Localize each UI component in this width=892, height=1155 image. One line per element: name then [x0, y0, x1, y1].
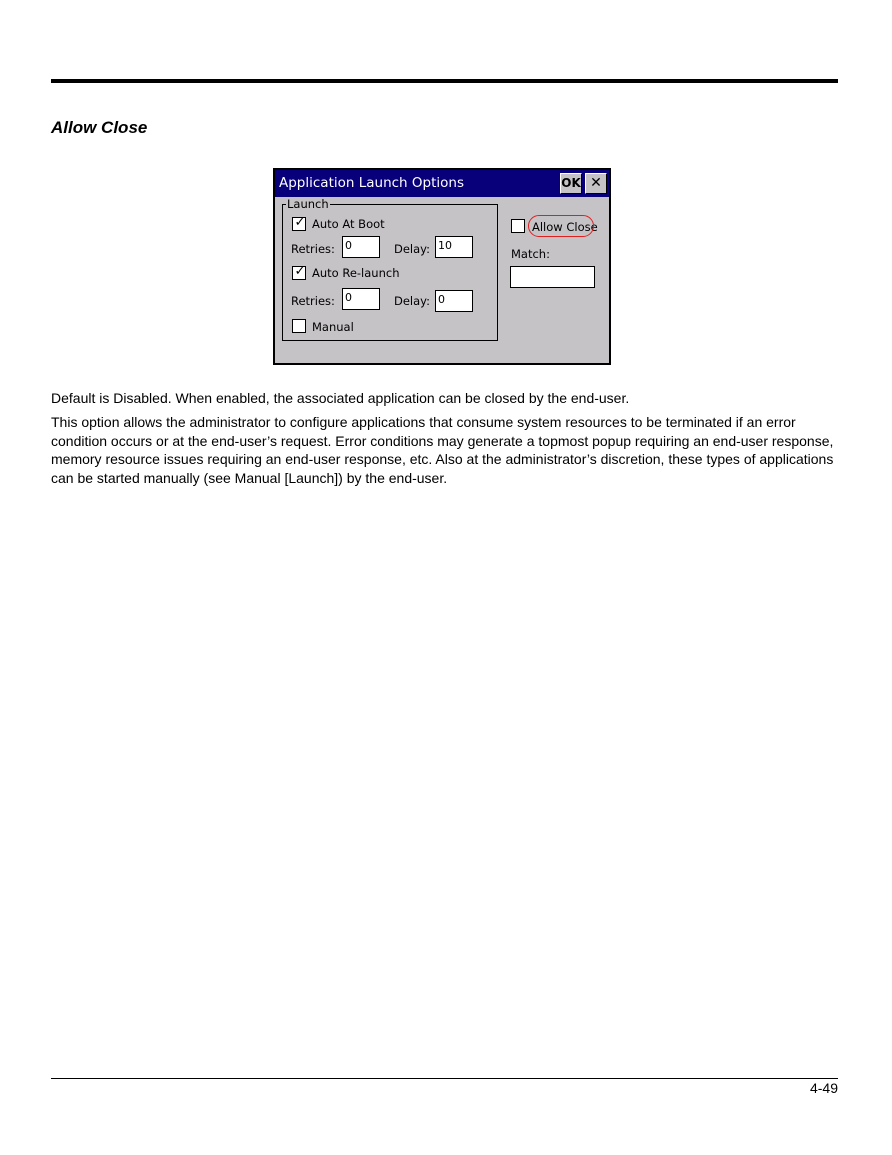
- relaunch-delay-label: Delay:: [394, 294, 431, 308]
- auto-at-boot-checkbox[interactable]: [292, 217, 306, 231]
- boot-delay-label: Delay:: [394, 242, 431, 256]
- description-paragraph: This option allows the administrator to configure applications that consume system resources to be terminated if an error condition occurs or at the end-user’s request. Error conditions may generate a topmost popup requiring an end-user response, memory resource issues requiring an end-user response, etc. Also at the administrator’s discretion, these types of applications can be started manually (see Manual [Launch]) by the end-user.: [51, 414, 834, 486]
- launch-group-label: Launch: [287, 197, 329, 211]
- match-input[interactable]: [510, 266, 595, 288]
- bottom-rule: [51, 1078, 838, 1079]
- checkmark-icon: ✓: [294, 264, 306, 279]
- launch-groupbox: [282, 197, 498, 341]
- boot-delay-input[interactable]: 10: [435, 236, 473, 258]
- relaunch-delay-input[interactable]: 0: [435, 290, 473, 312]
- allow-close-checkbox[interactable]: [511, 219, 525, 233]
- match-label: Match:: [511, 247, 550, 261]
- default-paragraph: Default is Disabled. When enabled, the associated application can be closed by the end-user.: [51, 390, 630, 406]
- boot-retries-label: Retries:: [291, 242, 335, 256]
- highlight-callout: [528, 215, 594, 237]
- dialog-titlebar: [275, 170, 609, 197]
- close-icon[interactable]: ✕: [585, 173, 607, 194]
- manual-label: Manual: [312, 320, 354, 334]
- auto-relaunch-label: Auto Re-launch: [312, 266, 400, 280]
- checkmark-icon: ✓: [294, 215, 306, 230]
- auto-at-boot-label: Auto At Boot: [312, 217, 385, 231]
- auto-relaunch-checkbox[interactable]: [292, 266, 306, 280]
- dialog-title: Application Launch Options: [279, 175, 464, 191]
- relaunch-retries-label: Retries:: [291, 294, 335, 308]
- relaunch-retries-input[interactable]: 0: [342, 288, 380, 310]
- section-heading: Allow Close: [51, 118, 148, 137]
- boot-retries-input[interactable]: 0: [342, 236, 380, 258]
- page-number: 4-49: [809, 1080, 838, 1096]
- ok-button[interactable]: OK: [560, 173, 582, 194]
- manual-checkbox[interactable]: [292, 319, 306, 333]
- application-launch-options-dialog: [273, 168, 611, 365]
- top-rule: [51, 79, 838, 83]
- allow-close-label: Allow Close: [532, 220, 598, 234]
